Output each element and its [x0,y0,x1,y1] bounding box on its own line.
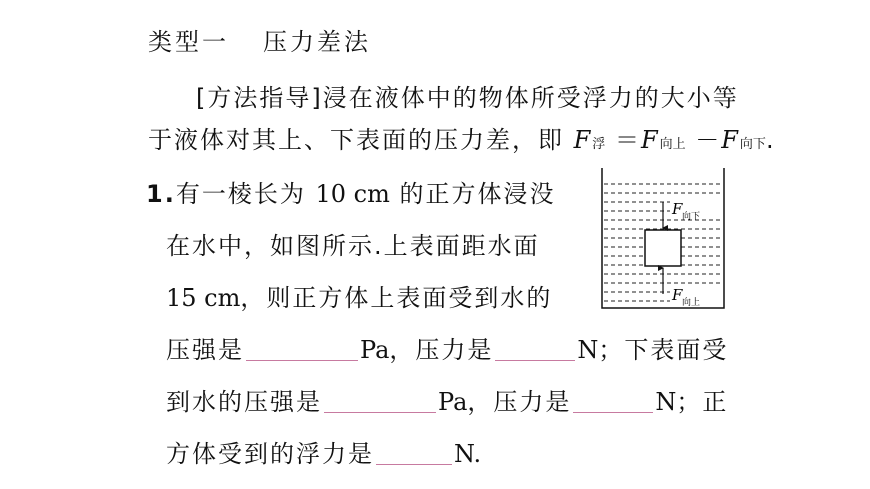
formula-f-up: F [640,126,660,154]
q-text: ，压力是 [389,336,494,364]
q-text: 有一棱长为 [175,180,306,208]
section-type: 类型一 [148,28,229,56]
answer-blank-bottom-pressure[interactable] [324,390,436,413]
section-title: 压力差法 [263,28,371,56]
formula-f-float: F [573,126,593,154]
question-line-4 [166,330,728,365]
formula-sub-up: 向上 [659,137,686,152]
guide-line-1: [方法指导]浸在液体中的物体所受浮力的大小等 [196,84,739,112]
q-text: 方体受到的浮力是 [166,440,374,468]
section-heading [148,22,371,57]
label-f-down-sub: 向下 [682,212,701,222]
formula-minus: － [695,126,722,154]
q-length: 10 cm [315,180,390,208]
q-text: 的正方体浸没 [399,180,556,208]
question-line-6 [166,434,481,469]
formula-sub-down: 向下 [739,137,766,152]
unit-pa: Pa [360,336,390,364]
q-text: ；正 [676,388,729,416]
q-depth: 15 cm [166,284,241,312]
formula-equals: ＝ [614,126,641,154]
container-figure [598,166,728,312]
answer-blank-top-force[interactable] [495,338,575,361]
guide-line-2 [148,120,776,155]
unit-pa: Pa [438,388,468,416]
formula-sub-float: 浮 [592,137,606,152]
q-text: ；下表面受 [598,336,729,364]
label-f-down: F [672,200,683,218]
unit-n: N. [454,440,482,468]
q-text: ，压力是 [467,388,572,416]
label-f-up-sub: 向上 [682,298,701,308]
question-line-5 [166,382,728,417]
question-line-3 [166,278,552,313]
answer-blank-bottom-force[interactable] [573,390,653,413]
q-text: ，则正方体上表面受到水的 [240,284,553,312]
formula-f-down: F [721,126,740,154]
cube [645,230,681,266]
answer-blank-buoyancy[interactable] [376,442,452,465]
question-number: 1. [146,180,176,208]
q-text: 压强是 [166,336,244,364]
label-f-up: F [672,286,683,304]
formula-end: . [765,126,776,154]
guide-line-2-text: 于液体对其上、下表面的压力差，即 [148,126,564,154]
question-line-2: 在水中，如图所示.上表面距水面 [166,232,540,260]
unit-n: N [655,388,677,416]
answer-blank-top-pressure[interactable] [246,338,358,361]
q-text: 到水的压强是 [166,388,322,416]
unit-n: N [577,336,599,364]
question-line-1 [146,174,555,209]
